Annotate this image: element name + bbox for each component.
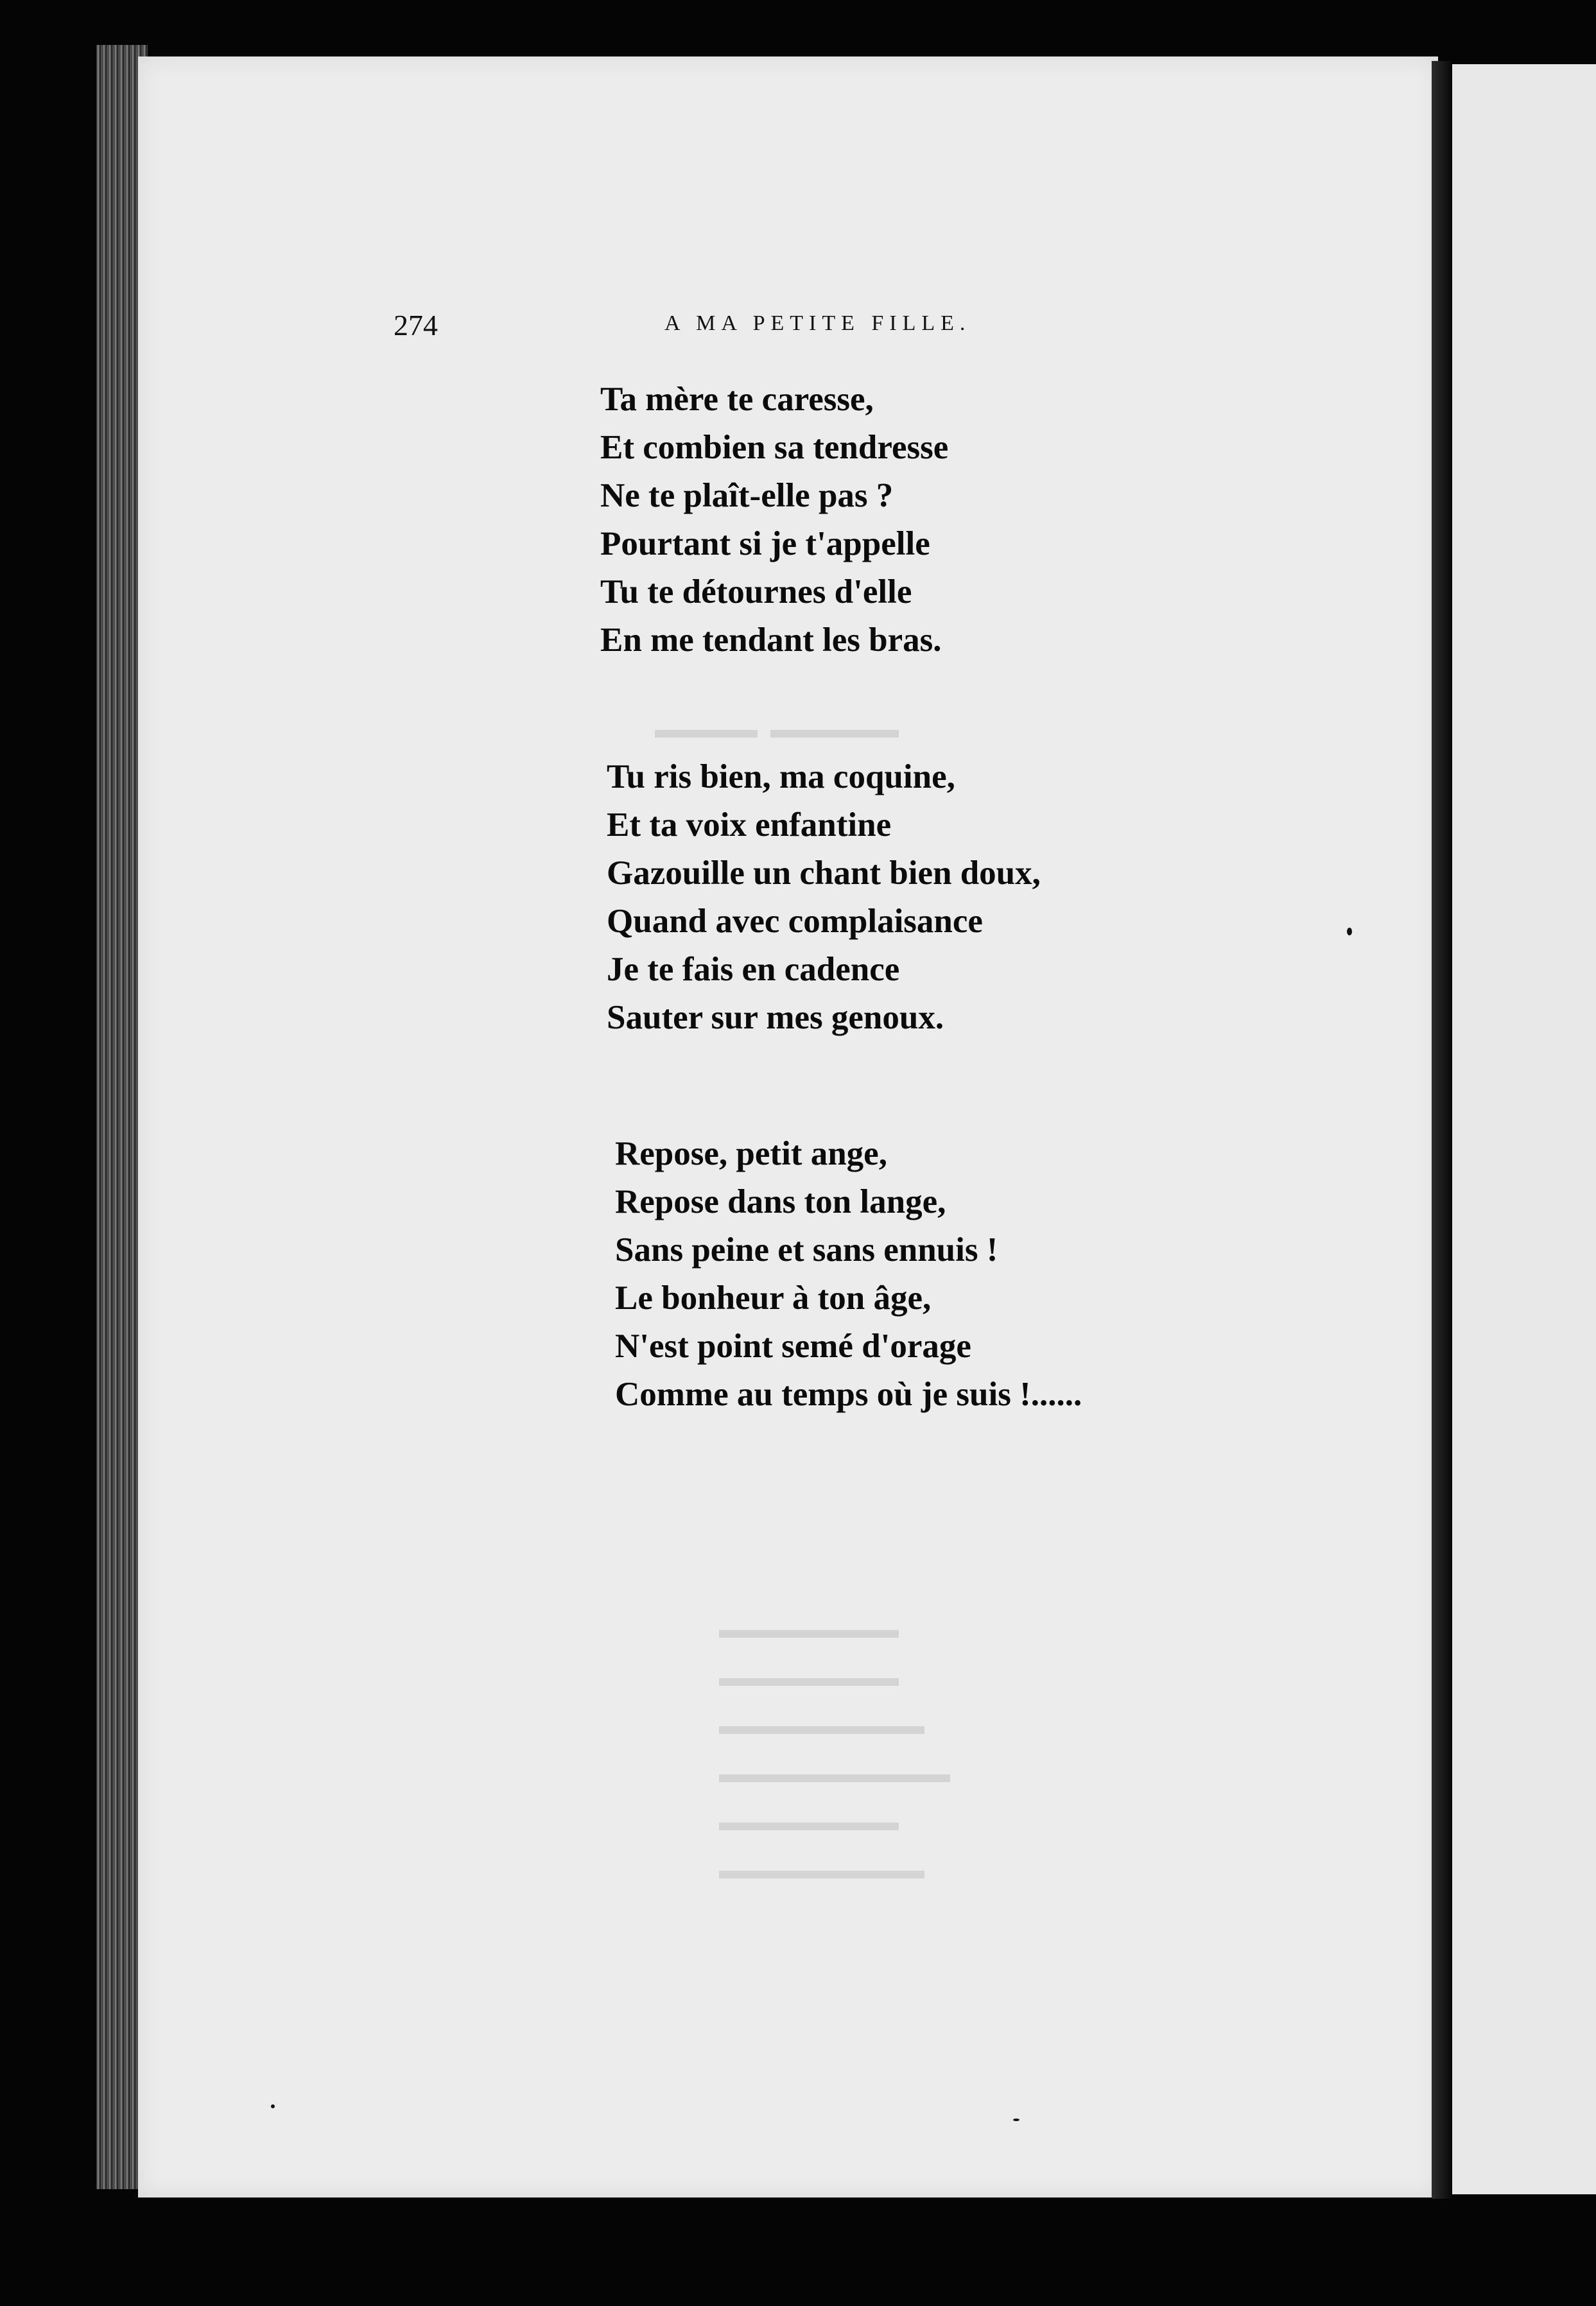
- poem-line: Ta mère te caresse,: [600, 381, 874, 418]
- book-gutter: [1432, 61, 1451, 2199]
- poem-line: Gazouille un chant bien doux,: [607, 854, 1041, 892]
- poem-line: Tu ris bien, ma coquine,: [607, 758, 955, 795]
- poem-line: Je te fais en cadence: [607, 951, 900, 988]
- poem-line: Ne te plaît-elle pas ?: [600, 477, 894, 514]
- poem-line: Sans peine et sans ennuis !: [615, 1231, 998, 1269]
- poem-stanza-3: [615, 1130, 1082, 1419]
- dust-speck: [1013, 2119, 1019, 2121]
- facing-page: [1452, 64, 1596, 2194]
- poem-line: En me tendant les bras.: [600, 621, 942, 659]
- page-number: 274: [394, 309, 438, 342]
- poem-line: Repose, petit ange,: [615, 1135, 887, 1172]
- poem-line: Quand avec complaisance: [607, 903, 983, 940]
- poem-line: N'est point semé d'orage: [615, 1328, 971, 1365]
- poem-stanza-2: [607, 753, 1041, 1042]
- dust-speck: [271, 2104, 275, 2108]
- poem-line: Tu te détournes d'elle: [600, 573, 912, 611]
- poem-line: Et combien sa tendresse: [600, 429, 949, 466]
- poem-line: Pourtant si je t'appelle: [600, 525, 930, 562]
- show-through-ghost: ▬▬▬▬ ▬▬▬▬▬: [655, 715, 899, 743]
- dust-speck: [1347, 928, 1352, 935]
- poem-stanza-1: [600, 376, 948, 664]
- running-title: A MA PETITE FILLE.: [664, 311, 971, 335]
- poem-line: Le bonheur à ton âge,: [615, 1279, 932, 1317]
- poem-line: Comme au temps où je suis !......: [615, 1376, 1082, 1413]
- show-through-ghost: ▬▬▬▬▬▬▬ ▬▬▬▬▬▬▬ ▬▬▬▬▬▬▬▬ ▬▬▬▬▬▬▬▬▬ ▬▬▬▬▬▬▬ ▬▬▬▬▬▬▬▬: [719, 1615, 950, 1884]
- poem-line: Sauter sur mes genoux.: [607, 999, 944, 1036]
- poem-line: Repose dans ton lange,: [615, 1183, 946, 1220]
- poem-line: Et ta voix enfantine: [607, 806, 892, 844]
